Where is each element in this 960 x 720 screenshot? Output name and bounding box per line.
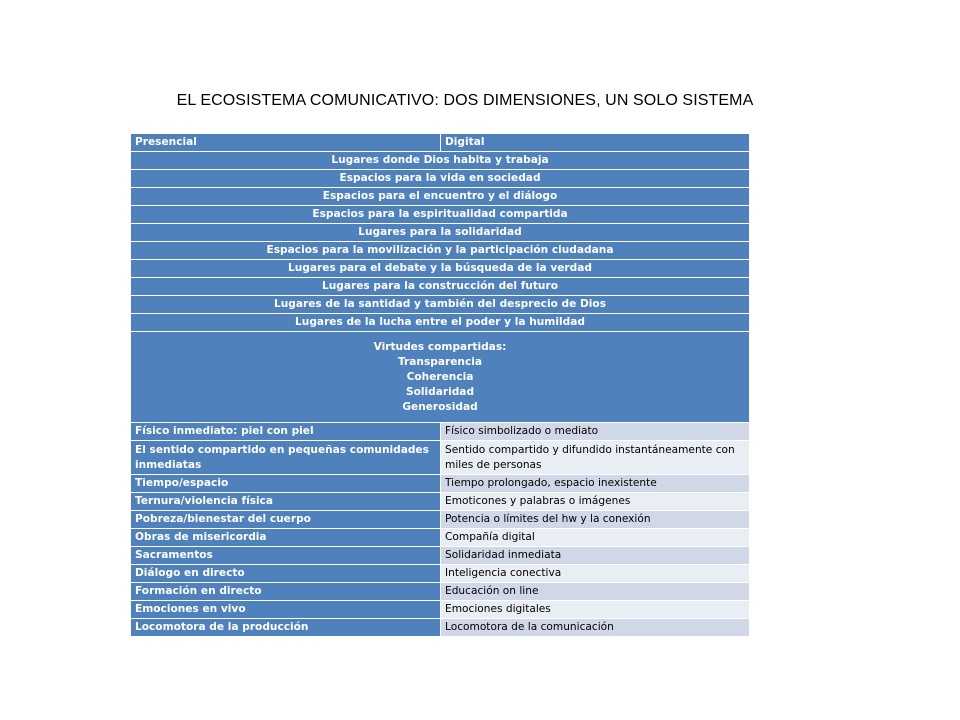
pair-row [131, 475, 750, 493]
pair-row [131, 529, 750, 547]
pair-right: Inteligencia conectiva [441, 565, 750, 583]
pair-right: Compañía digital [441, 529, 750, 547]
virtues-cell [131, 332, 750, 423]
pair-right: Tiempo prolongado, espacio inexistente [441, 475, 750, 493]
page-title: EL ECOSISTEMA COMUNICATIVO: DOS DIMENSIONES, UN SOLO SISTEMA [176, 92, 754, 109]
pair-row [131, 583, 750, 601]
virtue-item: Generosidad [402, 400, 478, 413]
pair-row [131, 441, 750, 475]
virtue-item: Coherencia [406, 370, 474, 383]
pair-row [131, 511, 750, 529]
table-header-row [131, 134, 750, 152]
pair-row [131, 423, 750, 441]
pair-right: Locomotora de la comunicación [441, 619, 750, 637]
band-cell: Espacios para la movilización y la participación ciudadana [131, 242, 750, 260]
virtue-item: Transparencia [397, 355, 483, 368]
virtues-row [131, 332, 750, 423]
band-row [131, 296, 750, 314]
virtues-heading: Virtudes compartidas: [373, 340, 507, 353]
band-row [131, 206, 750, 224]
band-row [131, 188, 750, 206]
band-cell: Espacios para la espiritualidad compartida [131, 206, 750, 224]
band-cell: Lugares donde Dios habita y trabaja [131, 152, 750, 170]
band-row [131, 224, 750, 242]
pair-left: Pobreza/bienestar del cuerpo [131, 511, 441, 529]
band-cell: Lugares de la lucha entre el poder y la humildad [131, 314, 750, 332]
pair-left: Formación en directo [131, 583, 441, 601]
pair-right: Sentido compartido y difundido instantáneamente con miles de personas [441, 441, 750, 475]
pair-right: Potencia o límites del hw y la conexión [441, 511, 750, 529]
pair-right: Físico simbolizado o mediato [441, 423, 750, 441]
band-row [131, 314, 750, 332]
band-cell: Lugares para la solidaridad [131, 224, 750, 242]
band-row [131, 152, 750, 170]
virtue-item: Solidaridad [405, 385, 475, 398]
band-cell: Lugares para la construcción del futuro [131, 278, 750, 296]
band-cell: Espacios para el encuentro y el diálogo [131, 188, 750, 206]
band-row [131, 242, 750, 260]
header-presencial: Presencial [131, 134, 441, 152]
header-digital: Digital [441, 134, 750, 152]
pair-left: Tiempo/espacio [131, 475, 441, 493]
pair-left: Obras de misericordia [131, 529, 441, 547]
pair-left: Emociones en vivo [131, 601, 441, 619]
band-row [131, 260, 750, 278]
pair-left: El sentido compartido en pequeñas comunidades inmediatas [131, 441, 441, 475]
pair-row [131, 601, 750, 619]
pair-row [131, 619, 750, 637]
pair-left: Sacramentos [131, 547, 441, 565]
pair-left: Ternura/violencia física [131, 493, 441, 511]
band-cell: Lugares para el debate y la búsqueda de la verdad [131, 260, 750, 278]
pair-right: Emoticones y palabras o imágenes [441, 493, 750, 511]
ecosystem-table [130, 133, 750, 637]
pair-left: Físico inmediato: piel con piel [131, 423, 441, 441]
band-row [131, 170, 750, 188]
band-cell: Lugares de la santidad y también del desprecio de Dios [131, 296, 750, 314]
band-cell: Espacios para la vida en sociedad [131, 170, 750, 188]
pair-row [131, 493, 750, 511]
band-row [131, 278, 750, 296]
pair-row [131, 565, 750, 583]
pair-right: Emociones digitales [441, 601, 750, 619]
pair-right: Educación on line [441, 583, 750, 601]
pair-left: Locomotora de la producción [131, 619, 441, 637]
pair-right: Solidaridad inmediata [441, 547, 750, 565]
pair-left: Diálogo en directo [131, 565, 441, 583]
pair-row [131, 547, 750, 565]
